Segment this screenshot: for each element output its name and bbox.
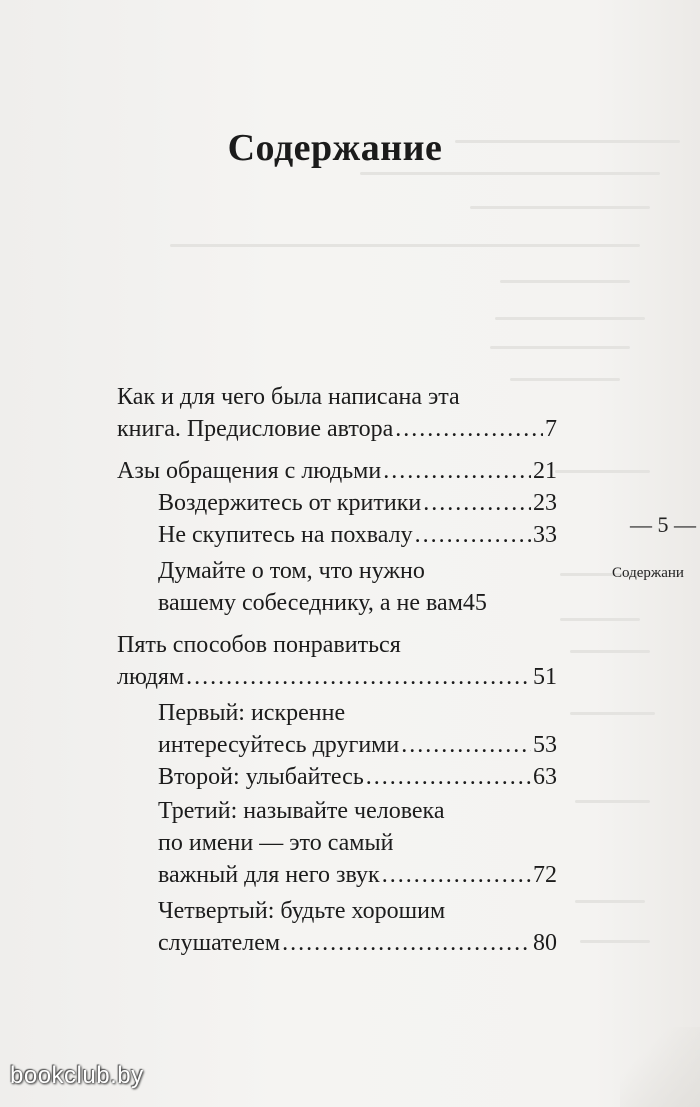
dot-leader <box>401 729 531 761</box>
dot-leader <box>366 761 531 793</box>
toc-entry-text: Воздержитесь от критики <box>158 490 422 516</box>
toc-entry-text: интересуйтесь другими <box>158 732 400 758</box>
dot-leader <box>186 661 531 693</box>
watermark: bookclub.by <box>10 1062 144 1089</box>
dot-leader <box>415 519 531 551</box>
toc-entry <box>158 859 557 891</box>
toc-page-number: 23 <box>533 490 557 516</box>
toc-entry <box>117 629 401 661</box>
toc-page-number: 33 <box>533 522 557 548</box>
toc-entry <box>158 927 557 959</box>
toc-page-number: 51 <box>533 664 557 690</box>
dot-leader <box>383 455 531 487</box>
dot-leader <box>423 487 531 519</box>
toc-entry-text: Четвертый: будьте хорошим <box>158 898 446 924</box>
toc-entry <box>117 661 557 693</box>
toc-entry-text: Азы обращения с людьми <box>117 458 382 484</box>
toc-entry-text: Как и для чего была написана эта <box>117 384 460 410</box>
toc-entry-text: слушателем <box>158 930 281 956</box>
toc-entry-text: вашему собеседнику, а не вам45 <box>158 590 487 616</box>
toc-page-number: 63 <box>533 764 557 790</box>
toc-entry-text: Первый: искренне <box>158 700 346 726</box>
toc-entry <box>117 455 557 487</box>
adjacent-page-number: — 5 — <box>630 512 696 537</box>
toc-entry-text: людям <box>117 664 185 690</box>
toc-entry <box>158 587 487 619</box>
toc-entry <box>158 761 557 793</box>
toc-entry-text: важный для него звук <box>158 862 380 888</box>
page-corner-shadow <box>620 1027 700 1107</box>
toc-entry <box>117 381 460 413</box>
toc-page-number: 53 <box>533 732 557 758</box>
toc-page-number: 7 <box>545 416 557 442</box>
toc-entry-text: Пять способов понравиться <box>117 632 401 658</box>
toc-page-number: 21 <box>533 458 557 484</box>
toc-entry <box>158 895 445 927</box>
toc-entry <box>158 795 445 827</box>
toc-entry <box>158 729 557 761</box>
toc-entry <box>158 827 393 859</box>
toc-entry-text: Не скупитесь на похвалу <box>158 522 413 548</box>
dot-leader <box>282 927 531 959</box>
toc-entry <box>158 555 425 587</box>
dot-leader <box>382 859 531 891</box>
toc-entry-text: Второй: улыбайтесь <box>158 764 364 790</box>
toc-page-number: 72 <box>533 862 557 888</box>
toc-entry-text: книга. Предисловие автора <box>117 416 394 442</box>
toc-entry-text: Думайте о том, что нужно <box>158 558 425 584</box>
toc-entry <box>158 697 345 729</box>
toc-entry-text: Третий: называйте человека <box>158 798 445 824</box>
toc-entry <box>117 413 557 445</box>
toc-entry <box>158 519 557 551</box>
toc-page-number: 80 <box>533 930 557 956</box>
toc-entry-text: по имени — это самый <box>158 830 394 856</box>
dot-leader <box>395 413 543 445</box>
toc-entry <box>158 487 557 519</box>
adjacent-running-head: Содержани <box>612 565 684 581</box>
page-title: Содержание <box>227 127 443 169</box>
